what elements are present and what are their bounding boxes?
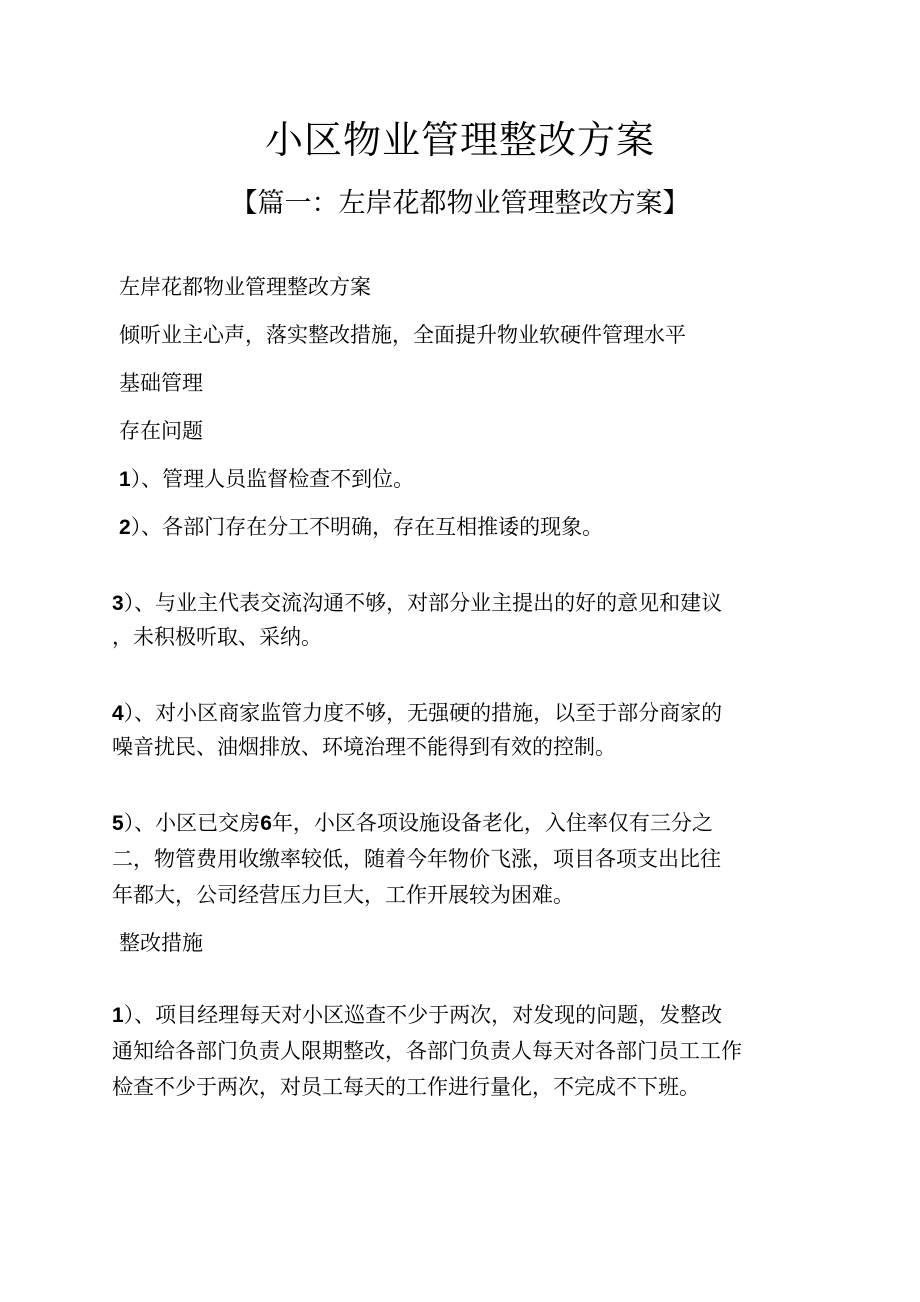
- document-title: 小区物业管理整改方案: [264, 118, 655, 162]
- section-basic-heading: 基础管理: [119, 371, 203, 395]
- document-subtitle: 【篇一：左岸花都物业管理整改方案】: [230, 188, 690, 219]
- section-problems-heading: 存在问题: [119, 419, 203, 443]
- problem-item-4: 4）、对小区商家监管力度不够，无强硬的措施，以至于部分商家的: [112, 701, 723, 725]
- problem-item-5-cont-1: 二，物管费用收缴率较低，随着今年物价飞涨，项目各项支出比往: [112, 847, 721, 871]
- problem-item-5: 5）、小区已交房6年，小区各项设施设备老化，入住率仅有三分之: [112, 811, 713, 835]
- section-measures-heading: 整改措施: [119, 931, 203, 955]
- problem-item-3: 3）、与业主代表交流沟通不够，对部分业主提出的好的意见和建议: [112, 591, 723, 615]
- problem-item-2: 2）、各部门存在分工不明确，存在互相推诿的现象。: [119, 515, 604, 539]
- problem-item-1: 1）、管理人员监督检查不到位。: [119, 467, 415, 491]
- problem-item-3-cont: ，未积极听取、采纳。: [112, 625, 322, 649]
- problem-item-4-cont: 噪音扰民、油烟排放、环境治理不能得到有效的控制。: [112, 735, 616, 759]
- section-heading: 左岸花都物业管理整改方案: [119, 275, 371, 299]
- measure-item-1-cont-1: 通知给各部门负责人限期整改，各部门负责人每天对各部门员工工作: [112, 1039, 742, 1063]
- measure-item-1: 1）、项目经理每天对小区巡查不少于两次，对发现的问题，发整改: [112, 1003, 723, 1027]
- problem-item-5-cont-2: 年都大，公司经营压力巨大，工作开展较为困难。: [112, 883, 574, 907]
- slogan-text: 倾听业主心声，落实整改措施，全面提升物业软硬件管理水平: [119, 323, 686, 347]
- measure-item-1-cont-2: 检查不少于两次，对员工每天的工作进行量化，不完成不下班。: [112, 1075, 700, 1099]
